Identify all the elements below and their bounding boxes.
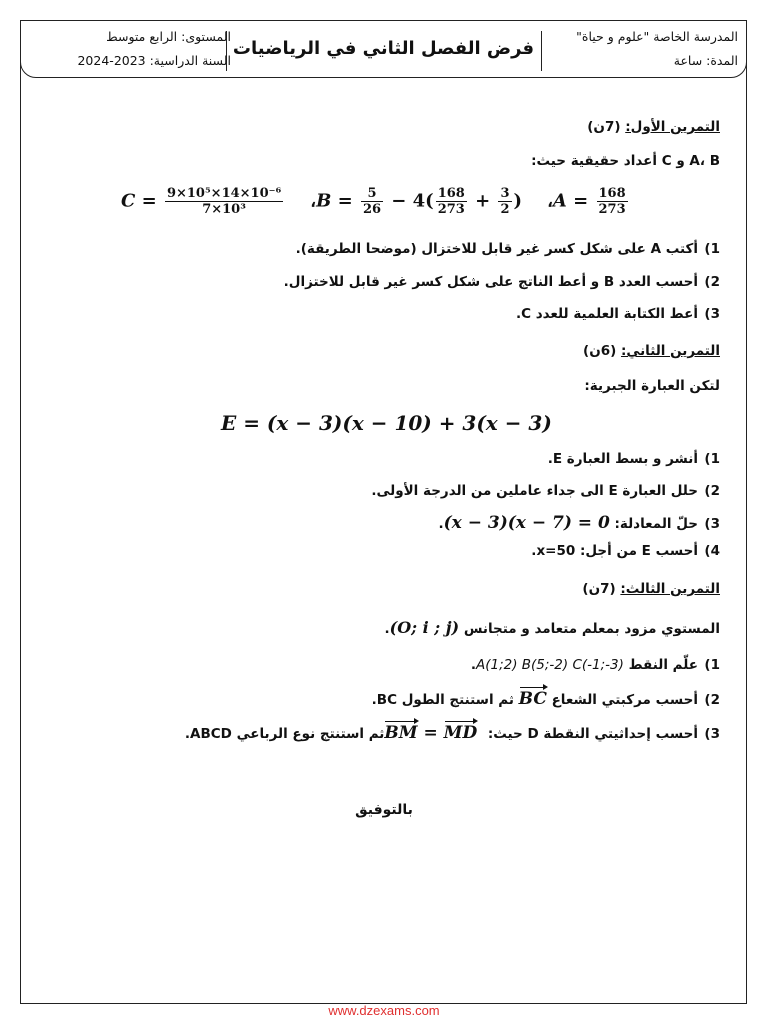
fraction-c: $\frac{\text{9×10⁵×14×10⁻⁶}}{\text{7×10³}}$ [166, 186, 282, 217]
formula-abc: C = $\frac{\text{9×10⁵×14×10⁻⁶}}{\text{7×10³}}$ ،B = $\frac{5}{26}$ − 4( $\frac{168}{273}$ + $\frac{3}{2}$ ) ،A = $\frac{168}{273}$ [121, 186, 626, 217]
exercise-1-question-3: 3)أعط الكتابة العلمية للعدد C. [515, 306, 720, 322]
exercise-2-title: التمرين الثاني: (6ن) [583, 343, 720, 359]
exam-title: فرض الفصل الثاني في الرياضيات [232, 38, 535, 59]
fraction-b3: $\frac{3}{2}$ [500, 186, 510, 217]
exercise-3-question-1: 1)علّم النقط A(1;2) B(5;-2) C(-1;-3). [470, 657, 720, 673]
vector-equation: BM = MD [384, 723, 478, 743]
exam-level: المستوى: الرابع متوسط [106, 29, 231, 44]
vector-md: MD [443, 723, 478, 743]
fraction-b2: $\frac{168}{273}$ [437, 186, 465, 217]
header-school-info [553, 21, 738, 81]
expression-e: E = (x − 3)(x − 10) + 3(x − 3) [221, 411, 552, 435]
vector-bc: BC [518, 689, 547, 709]
school-year: السنة الدراسية: 2023-2024 [77, 53, 231, 68]
exercise-2-question-2: 2)حلل العبارة E الى جداء عاملين من الدرجة الأولى. [371, 483, 720, 499]
watermark-url[interactable]: www.dzexams.com [328, 1003, 440, 1018]
exercise-1-title: التمرين الأول: (7ن) [587, 119, 720, 135]
exercise-2-question-3: 3)حلّ المعادلة: (x − 3)(x − 7) = 0. [438, 513, 720, 533]
exam-page [20, 20, 747, 1004]
exercise-2-question-4: 4)أحسب E من أجل: x=50. [531, 543, 720, 559]
exercise-2-question-1: 1)أنشر و بسط العبارة E. [547, 451, 720, 467]
exercise-1-question-2: 2)أحسب العدد B و أعط الناتج على شكل كسر غير قابل للاختزال. [283, 274, 720, 290]
exercise-3-question-2: 2)أحسب مركبتي الشعاع BC ثم استنتج الطول BC. [371, 689, 720, 709]
header-level-info [31, 21, 231, 81]
exercise-3-intro: المستوي مزود بمعلم متعامد و متجانس (O; i ; j). [384, 618, 720, 637]
exam-header [20, 20, 747, 78]
exam-duration: المدة: ساعة [673, 53, 738, 68]
school-name: المدرسة الخاصة "علوم و حياة" [576, 29, 738, 44]
exercise-1-question-1: 1)أكتب A على شكل كسر غير قابل للاختزال (موضحا الطريقة). [295, 241, 720, 257]
vector-bm: BM [384, 723, 418, 743]
fraction-a: $\frac{168}{273}$ [598, 186, 626, 217]
closing-text: بالتوفيق [355, 802, 413, 818]
points-list: A(1;2) B(5;-2) C(-1;-3) [475, 657, 624, 673]
fraction-b1: $\frac{5}{26}$ [362, 186, 382, 217]
exercise-2-intro: لتكن العبارة الجبرية: [584, 378, 720, 394]
equation-q3: (x − 3)(x − 7) = 0 [443, 513, 610, 533]
exercise-3-title: التمرين الثالث: (7ن) [582, 581, 720, 597]
exercise-3-question-3: 3)أحسب إحداثيتي النقطة D حيث: BM = MD ثم استنتج نوع الرباعي ABCD. [184, 723, 720, 743]
exercise-1-intro: A، B و C أعداد حقيقية حيث: [531, 153, 720, 169]
header-divider [541, 31, 542, 71]
frame-notation: (O; i ; j) [389, 618, 460, 637]
